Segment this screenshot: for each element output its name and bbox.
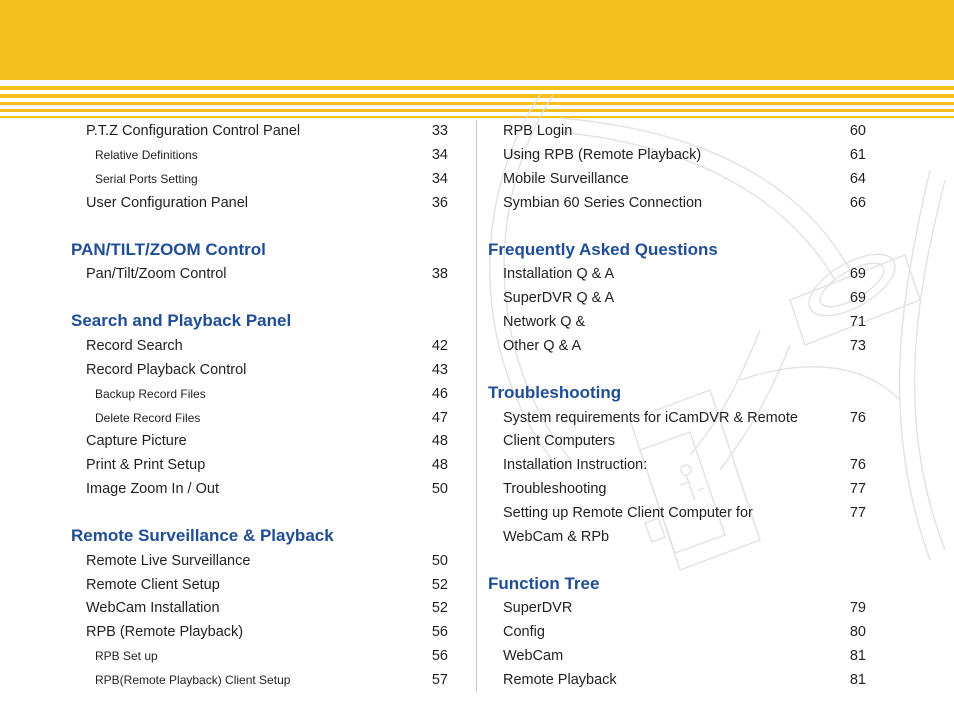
toc-entry-page: 81 <box>849 672 866 688</box>
toc-entry-title: WebCam <box>503 648 564 664</box>
toc-entry-page: 48 <box>431 433 448 449</box>
toc-entry-title: Setting up Remote Client Computer for <box>503 505 753 521</box>
toc-entry-page: 38 <box>431 266 448 282</box>
toc-entry-title: Relative Definitions <box>95 148 198 162</box>
toc-entry-title: Print & Print Setup <box>86 457 206 473</box>
toc-entry-title: SuperDVR Q & A <box>503 290 615 306</box>
toc-entry-page: 33 <box>431 123 448 139</box>
toc-entry-title: RPB(Remote Playback) Client Setup <box>95 673 291 687</box>
toc-entry-page: 52 <box>431 577 448 593</box>
toc-entry-page: 56 <box>431 624 448 640</box>
section-heading-faq[interactable]: Frequently Asked Questions <box>488 240 718 259</box>
toc-entry-title: RPB Set up <box>95 649 158 663</box>
toc-entry-title: Installation Instruction: <box>503 457 648 473</box>
toc-entry-title: Config <box>503 624 545 640</box>
toc-entry-title: Record Playback Control <box>86 362 247 378</box>
toc-entry-page: 48 <box>431 457 448 473</box>
toc-entry-page: 57 <box>431 672 448 688</box>
toc-entry-title: RPB Login <box>503 123 573 139</box>
toc-entry-title: Remote Client Setup <box>86 577 220 593</box>
toc-entry-title: Delete Record Files <box>95 411 201 425</box>
toc-entry-title: Backup Record Files <box>95 387 206 401</box>
toc-entry-page: 47 <box>431 410 448 426</box>
toc-entry-title: Image Zoom In / Out <box>86 481 219 497</box>
toc-entry-title: Using RPB (Remote Playback) <box>503 147 702 163</box>
toc-entry-page: 56 <box>431 648 448 664</box>
toc-entry-page: 43 <box>431 362 448 378</box>
toc-entry-page: 73 <box>849 338 866 354</box>
toc-entry-title: Client Computers <box>503 433 616 449</box>
toc-entry-title: WebCam & RPb <box>503 529 610 545</box>
toc-entry-page: 34 <box>431 147 448 163</box>
toc-entry-page: 77 <box>849 481 866 497</box>
toc-entry-title: System requirements for iCamDVR & Remote <box>503 410 798 426</box>
toc-entry-page: 66 <box>849 195 866 211</box>
toc-entry-page: 46 <box>431 386 448 402</box>
toc-entry-page: 81 <box>849 648 866 664</box>
toc-entry-page: 50 <box>431 481 448 497</box>
toc-entry-title: WebCam Installation <box>86 600 220 616</box>
section-heading-remote-surveillance[interactable]: Remote Surveillance & Playback <box>71 526 334 545</box>
toc-entry-page: 52 <box>431 600 448 616</box>
toc-entry-page: 34 <box>431 171 448 187</box>
toc-entry-page: 69 <box>849 290 866 306</box>
toc-entry-title: Installation Q & A <box>503 266 615 282</box>
toc-entry-title: Other Q & A <box>503 338 582 354</box>
toc-entry-page: 79 <box>849 600 866 616</box>
toc-entry-title: Serial Ports Setting <box>95 172 198 186</box>
toc-entry-page: 42 <box>431 338 448 354</box>
toc-entry-page: 50 <box>431 553 448 569</box>
toc-entry-title: User Configuration Panel <box>86 195 249 211</box>
toc-entry-title: Remote Playback <box>503 672 617 688</box>
toc-entry-title: Remote Live Surveillance <box>86 553 251 569</box>
toc-entry-title: SuperDVR <box>503 600 573 616</box>
toc-entry-title: Capture Picture <box>86 433 187 449</box>
toc-entry-title: P.T.Z Configuration Control Panel <box>86 123 301 139</box>
toc-entry-title: Troubleshooting <box>503 481 607 497</box>
section-heading-pan-tilt-zoom[interactable]: PAN/TILT/ZOOM Control <box>71 240 266 259</box>
toc-entry-page: 64 <box>849 171 866 187</box>
section-heading-troubleshooting[interactable]: Troubleshooting <box>488 383 622 402</box>
toc-entry-page: 36 <box>431 195 448 211</box>
toc-entry-title: Mobile Surveillance <box>503 171 629 187</box>
toc-entry-page: 71 <box>849 314 866 330</box>
toc-entry-page: 61 <box>849 147 866 163</box>
section-heading-function-tree[interactable]: Function Tree <box>488 574 600 593</box>
toc-entry-page: 76 <box>849 410 866 426</box>
toc-entry-title: Record Search <box>86 338 183 354</box>
toc-entry-title: Pan/Tilt/Zoom Control <box>86 266 227 282</box>
toc-entry-page: 60 <box>849 123 866 139</box>
toc-entry-title: Symbian 60 Series Connection <box>503 195 703 211</box>
toc-entry-page: 69 <box>849 266 866 282</box>
toc-entry-page: 80 <box>849 624 866 640</box>
toc-entry-page: 77 <box>849 505 866 521</box>
toc-entry-page: 76 <box>849 457 866 473</box>
toc-entry-title: Network Q & <box>503 314 586 330</box>
section-heading-search-playback[interactable]: Search and Playback Panel <box>71 311 292 330</box>
toc-entry-title: RPB (Remote Playback) <box>86 624 244 640</box>
